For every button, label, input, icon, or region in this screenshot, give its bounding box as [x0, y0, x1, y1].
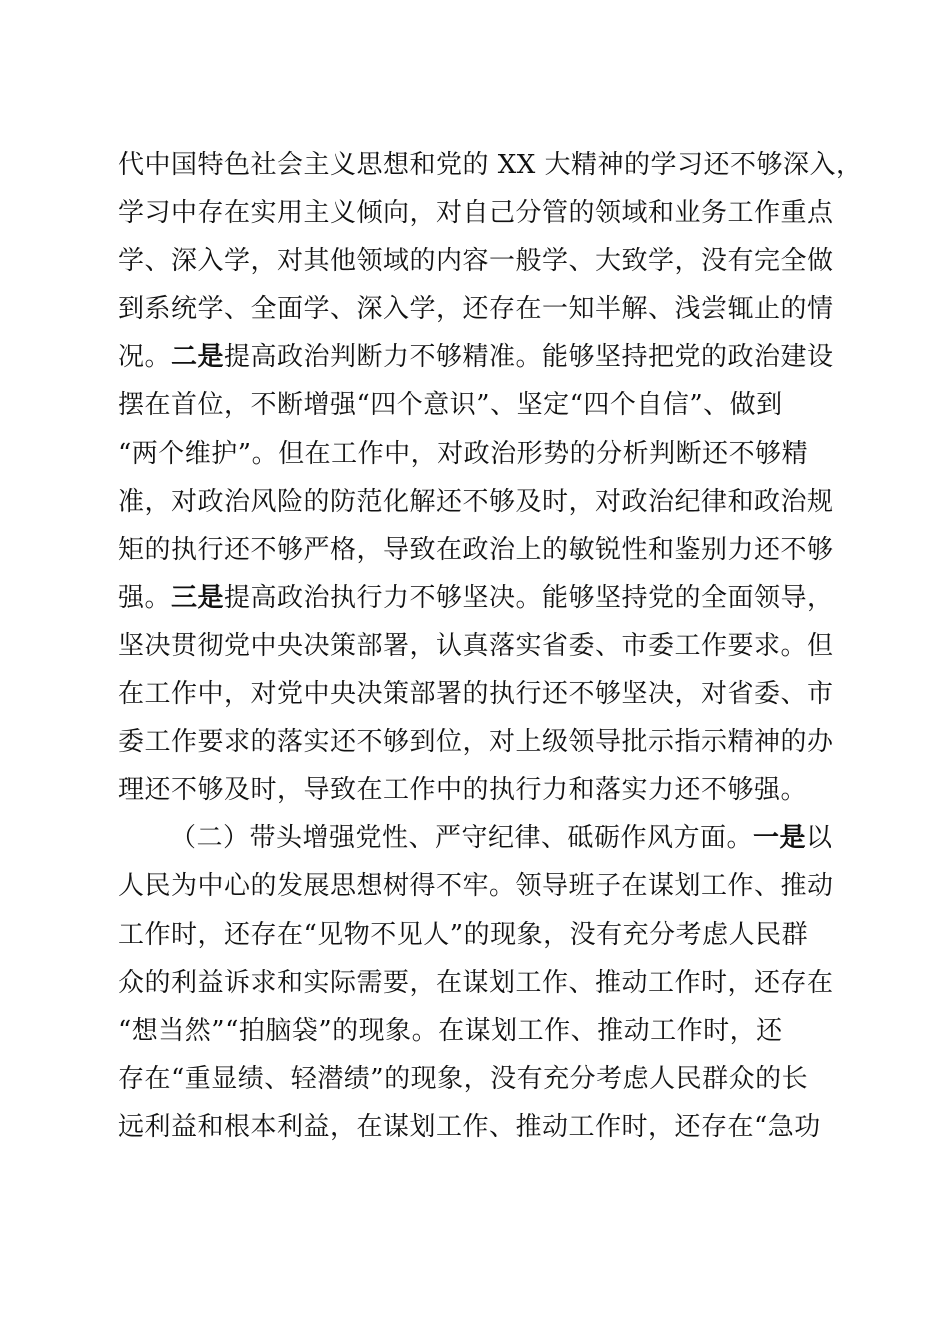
point-marker-first: 一是: [753, 823, 807, 854]
text-line: 存在“重显绩、轻潜绩”的现象，没有充分考虑人民群众的长: [118, 1063, 809, 1094]
text-line: 理还不够及时，导致在工作中的执行力和落实力还不够强。: [118, 775, 808, 806]
section-heading-line: [118, 814, 838, 862]
text-line: 委工作要求的落实还不够到位，对上级领导批示指示精神的办: [118, 727, 834, 758]
text-line: 坚决贯彻党中央决策部署，认真落实省委、市委工作要求。但: [118, 630, 834, 661]
text-line: 矩的执行还不够严格，导致在政治上的敏锐性和鉴别力还不够: [118, 534, 834, 565]
document-body: [118, 141, 863, 1151]
text-line: [118, 574, 838, 622]
text-line: 到系统学、全面学、深入学，还存在一知半解、浅尝辄止的情: [118, 294, 834, 325]
text-line: 摆在首位，不断增强“四个意识”、坚定“四个自信”、做到: [118, 390, 783, 421]
point-marker-third: 三是: [171, 582, 225, 613]
text-line: [118, 333, 838, 381]
text-run: 提高政治执行力不够坚决。能够坚持党的全面领导，: [224, 582, 834, 613]
text-line: “想当然”“拍脑袋”的现象。在谋划工作、推动工作时，还: [118, 1015, 783, 1046]
text-run: 强。: [118, 582, 172, 613]
text-line: 代中国特色社会主义思想和党的 XX 大精神的学习还不够深入，: [118, 150, 863, 180]
text-run: 以: [806, 823, 833, 854]
text-line: 学、深入学，对其他领域的内容一般学、大致学，没有完全做: [118, 246, 834, 277]
text-line: 在工作中，对党中央决策部署的执行还不够坚决，对省委、市: [118, 679, 834, 710]
point-marker-second: 二是: [171, 342, 225, 373]
text-line: 准，对政治风险的防范化解还不够及时，对政治纪律和政治规: [118, 486, 834, 517]
text-run: 况。: [118, 342, 172, 373]
text-run: 提高政治判断力不够精准。能够坚持把党的政治建设: [224, 342, 834, 373]
text-line: 学习中存在实用主义倾向，对自己分管的领域和业务工作重点: [118, 198, 834, 229]
text-line: 远利益和根本利益，在谋划工作、推动工作时，还存在“急功: [118, 1111, 821, 1142]
text-line: 人民为中心的发展思想树得不牢。领导班子在谋划工作、推动: [118, 871, 834, 902]
text-line: 众的利益诉求和实际需要，在谋划工作、推动工作时，还存在: [118, 967, 834, 998]
text-line: “两个维护”。但在工作中，对政治形势的分析判断还不够精: [118, 438, 809, 469]
section-heading: （二）带头增强党性、严守纪律、砥砺作风方面。: [170, 823, 754, 854]
text-line: 工作时，还存在“见物不见人”的现象，没有充分考虑人民群: [118, 919, 809, 950]
